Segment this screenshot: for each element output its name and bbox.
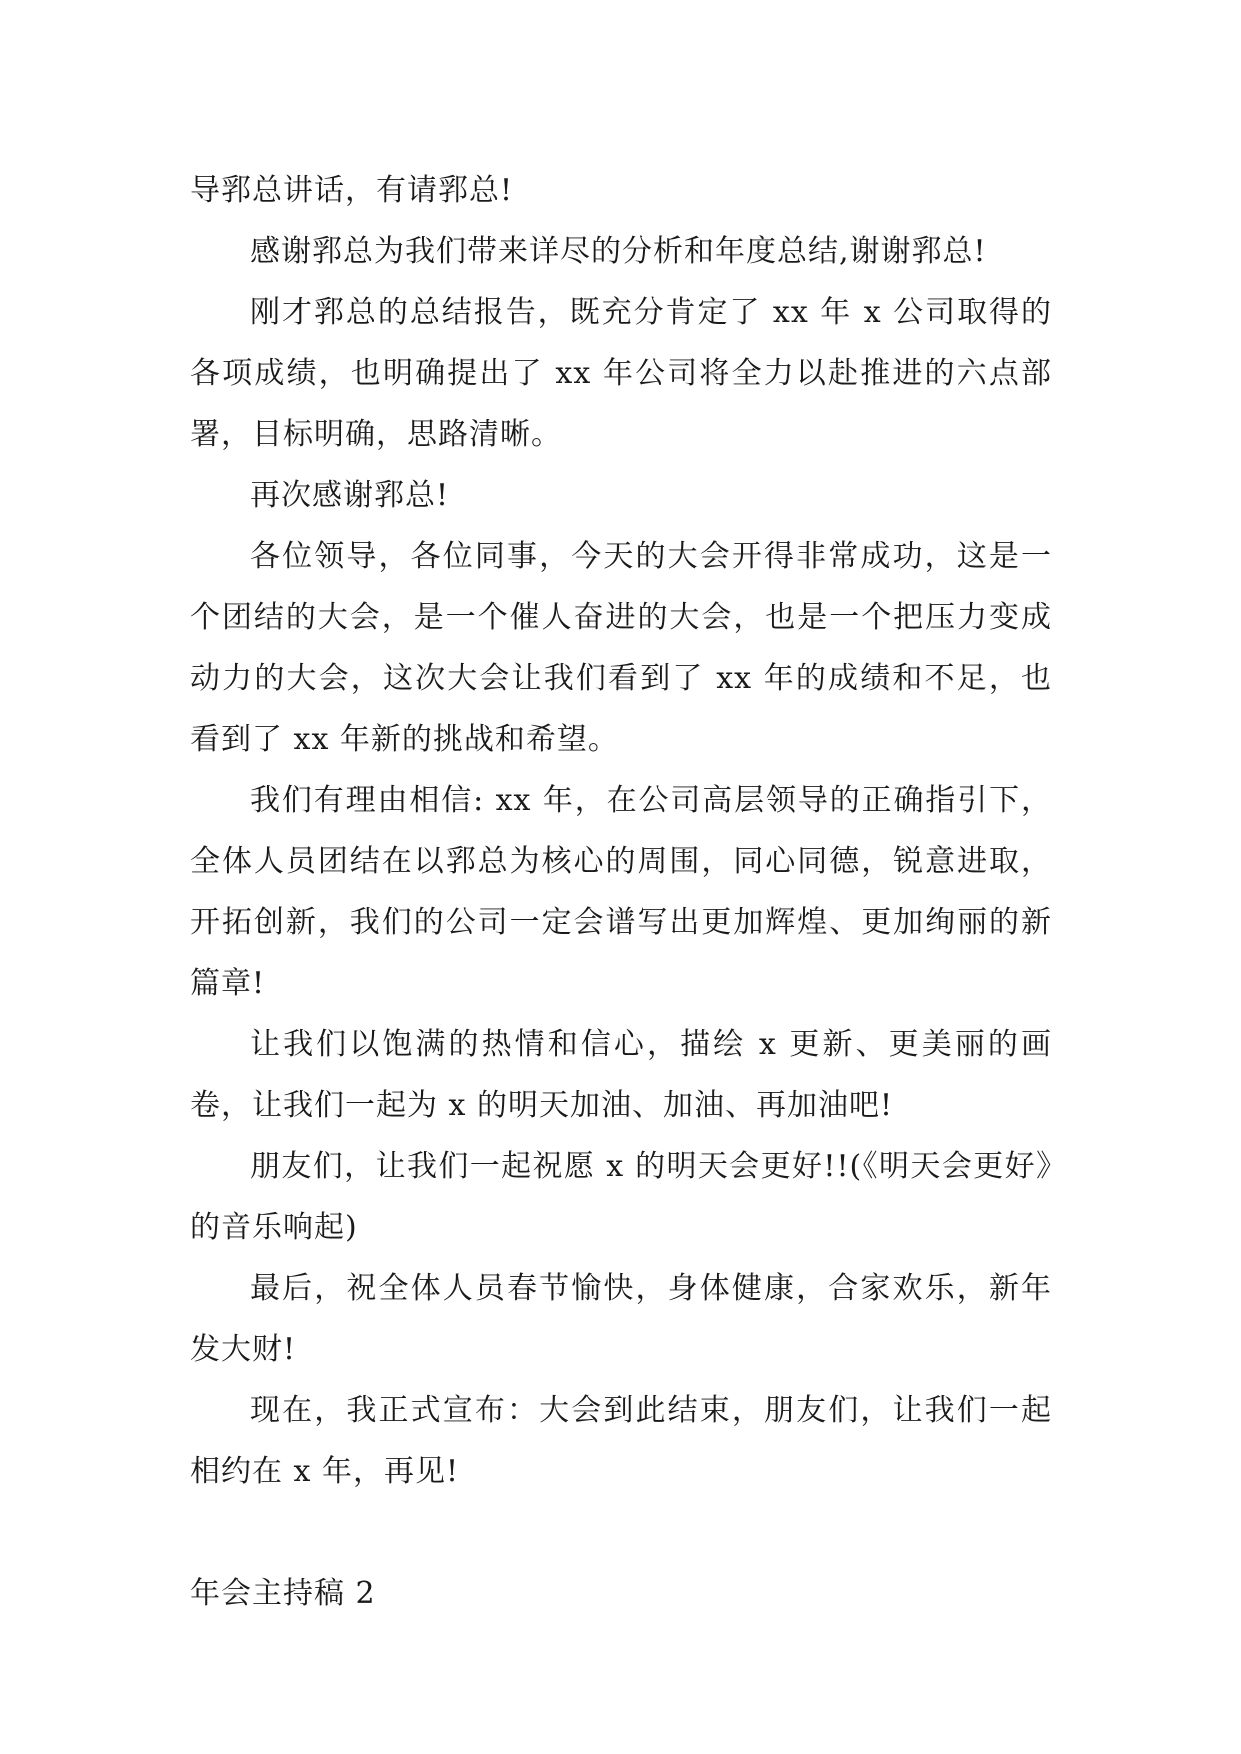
paragraph: 刚才郛总的总结报告，既充分肯定了 xx 年 x 公司取得的各项成绩，也明确提出了 xx 年公司将全力以赴推进的六点部署，目标明确，思路清晰。 (190, 295, 1052, 452)
paragraph: 各位领导，各位同事，今天的大会开得非常成功，这是一个团结的大会，是一个催人奋进的大会，也是一个把压力变成动力的大会，这次大会让我们看到了 xx 年的成绩和不足，也看到了 xx 年新的挑战和希望。 (190, 539, 1052, 757)
paragraph-continuation: 导郛总讲话，有请郛总! (190, 173, 514, 208)
paragraph: 让我们以饱满的热情和信心，描绘 x 更新、更美丽的画卷，让我们一起为 x 的明天加油、加油、再加油吧! (190, 1027, 1052, 1123)
paragraph: 朋友们，让我们一起祝愿 x 的明天会更好!!(《明天会更好》的音乐响起) (190, 1149, 1052, 1245)
section-heading: 年会主持稿 2 (190, 1576, 376, 1611)
paragraph: 现在，我正式宣布：大会到此结束，朋友们，让我们一起相约在 x 年，再见! (190, 1393, 1052, 1489)
paragraph: 最后，祝全体人员春节愉快，身体健康，合家欢乐，新年发大财! (190, 1271, 1052, 1367)
paragraph: 我们有理由相信: xx 年，在公司高层领导的正确指引下，全体人员团结在以郛总为核心的周围，同心同德，锐意进取，开拓创新，我们的公司一定会谱写出更加辉煌、更加绚丽的新篇章! (190, 783, 1052, 1001)
paragraph: 再次感谢郛总! (250, 478, 450, 513)
paragraph: 感谢郛总为我们带来详尽的分析和年度总结,谢谢郛总! (250, 234, 987, 269)
document-body (190, 160, 1052, 1624)
